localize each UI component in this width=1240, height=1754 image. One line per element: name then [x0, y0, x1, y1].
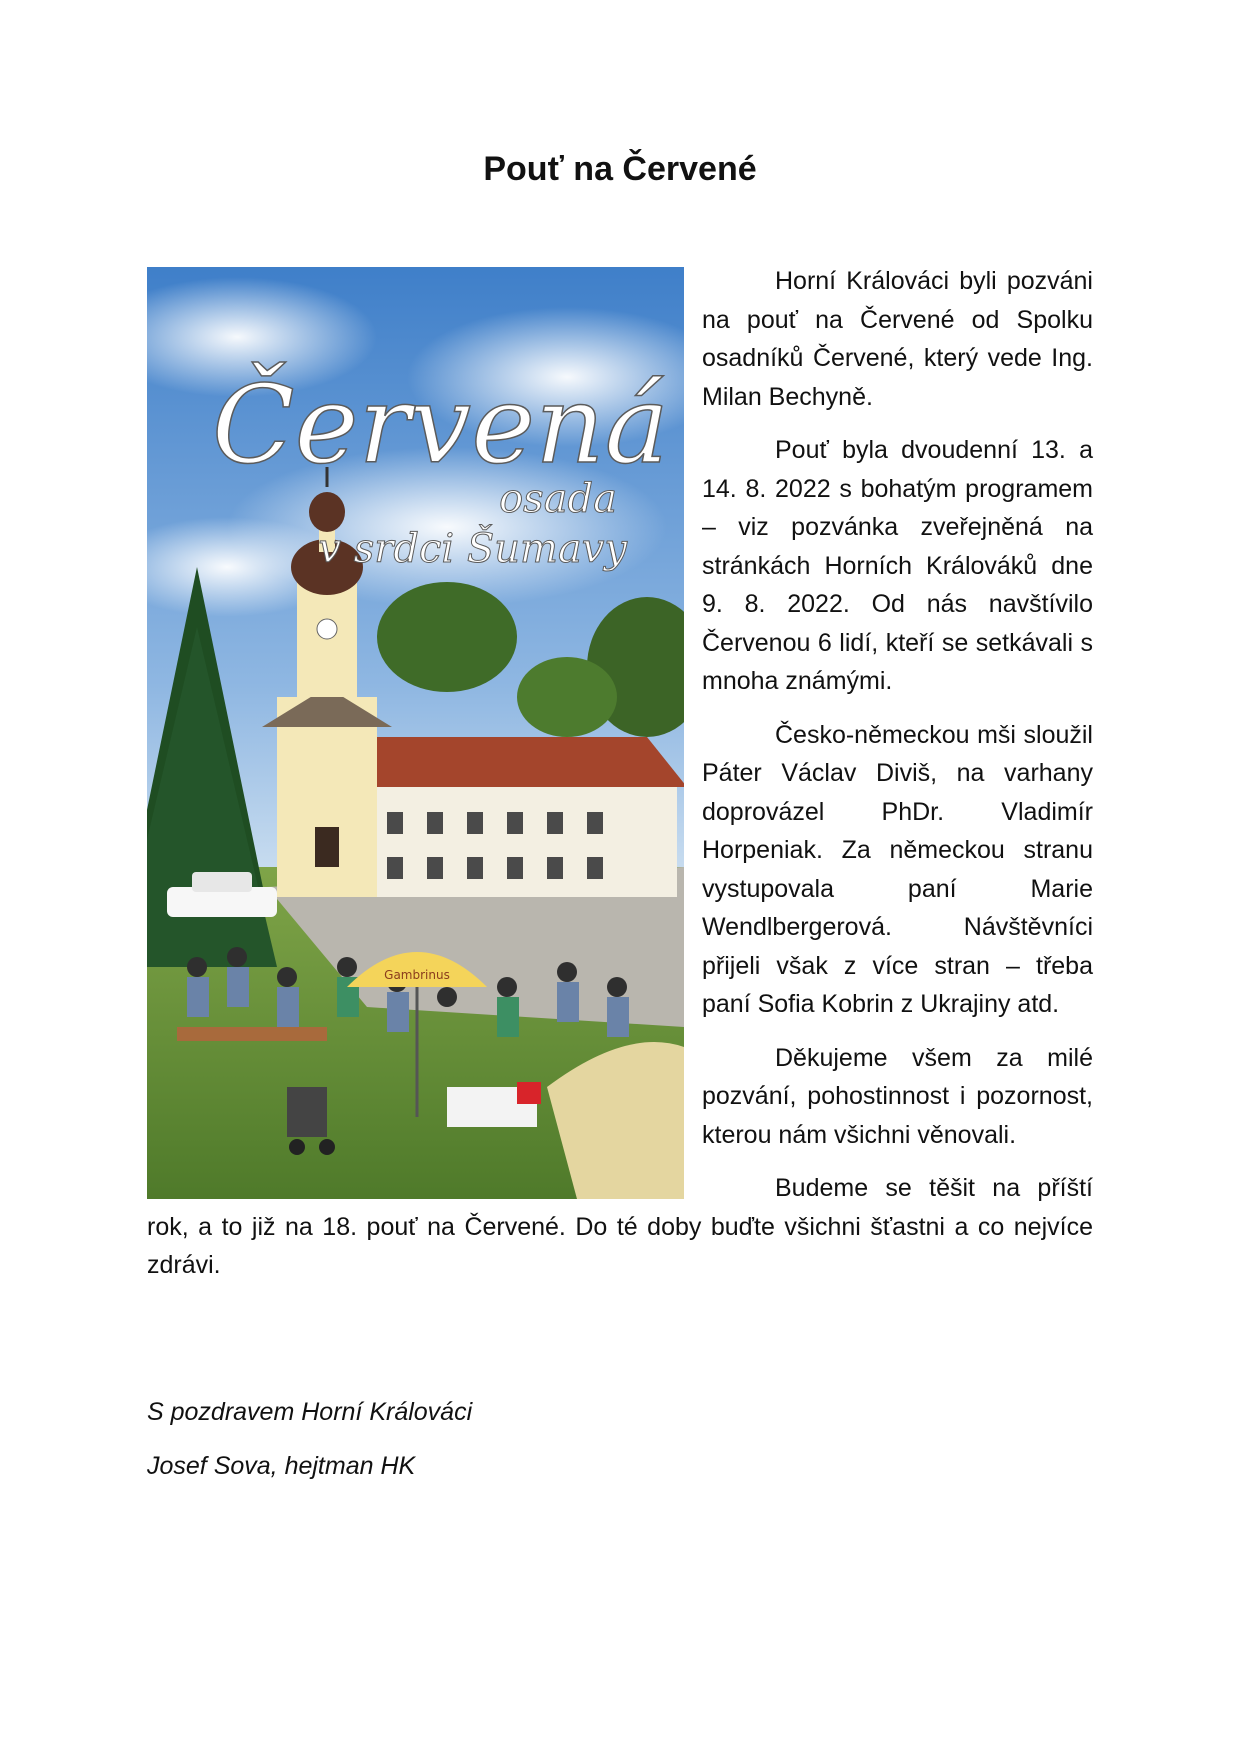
poster-title-text: Červená — [212, 363, 670, 488]
poster-subtitle-line1: osada — [499, 476, 617, 522]
signature-greeting: S pozdravem Horní Králováci — [147, 1398, 473, 1426]
signature-block — [147, 1393, 472, 1501]
article-body — [147, 262, 1093, 1285]
paragraph-thanks: Děkujeme všem za milé pozvání, pohostinnost i pozornost, kterou nám všichni věnovali. — [702, 1043, 1093, 1149]
page-title: Pouť na Červené — [483, 150, 757, 188]
paragraph-mass: Česko-německou mši sloužil Páter Václav Diviš, na varhany doprovázel PhDr. Vladimír Horpeniak. Za německou stranu vystupovala paní Marie Wendlbergerová. Návštěvníci přijeli však z více stran – třeba paní Sofia Kobrin z Ukrajiny atd. — [702, 720, 1093, 1018]
umbrella-logo-text: Gambrinus — [384, 968, 450, 982]
paragraph-event-dates: Pouť byla dvoudenní 13. a 14. 8. 2022 s bohatým programem – viz pozvánka zveřejněná na stránkách Horních Králováků dne 9. 8. 2022. Od nás navštívilo Červenou 6 lidí, kteří se setkávali s mnoha známými. — [702, 436, 1093, 695]
signature-author: Josef Sova, hejtman HK — [147, 1452, 416, 1480]
paragraph-next-year: Budeme se těšit na příští rok, a to již na 18. pouť na Červené. Do té doby buďte všichni šťastni a co nejvíce zdrávi. — [147, 1174, 1093, 1279]
paragraph-invitation: Horní Králováci byli pozváni na pouť na Červené od Spolku osadníků Červené, který vede Ing. Milan Bechyně. — [702, 267, 1093, 411]
poster-illustration — [147, 267, 684, 1199]
poster-subtitle-line2: v srdci Šumavy — [318, 526, 627, 572]
poster-image — [147, 267, 684, 1199]
